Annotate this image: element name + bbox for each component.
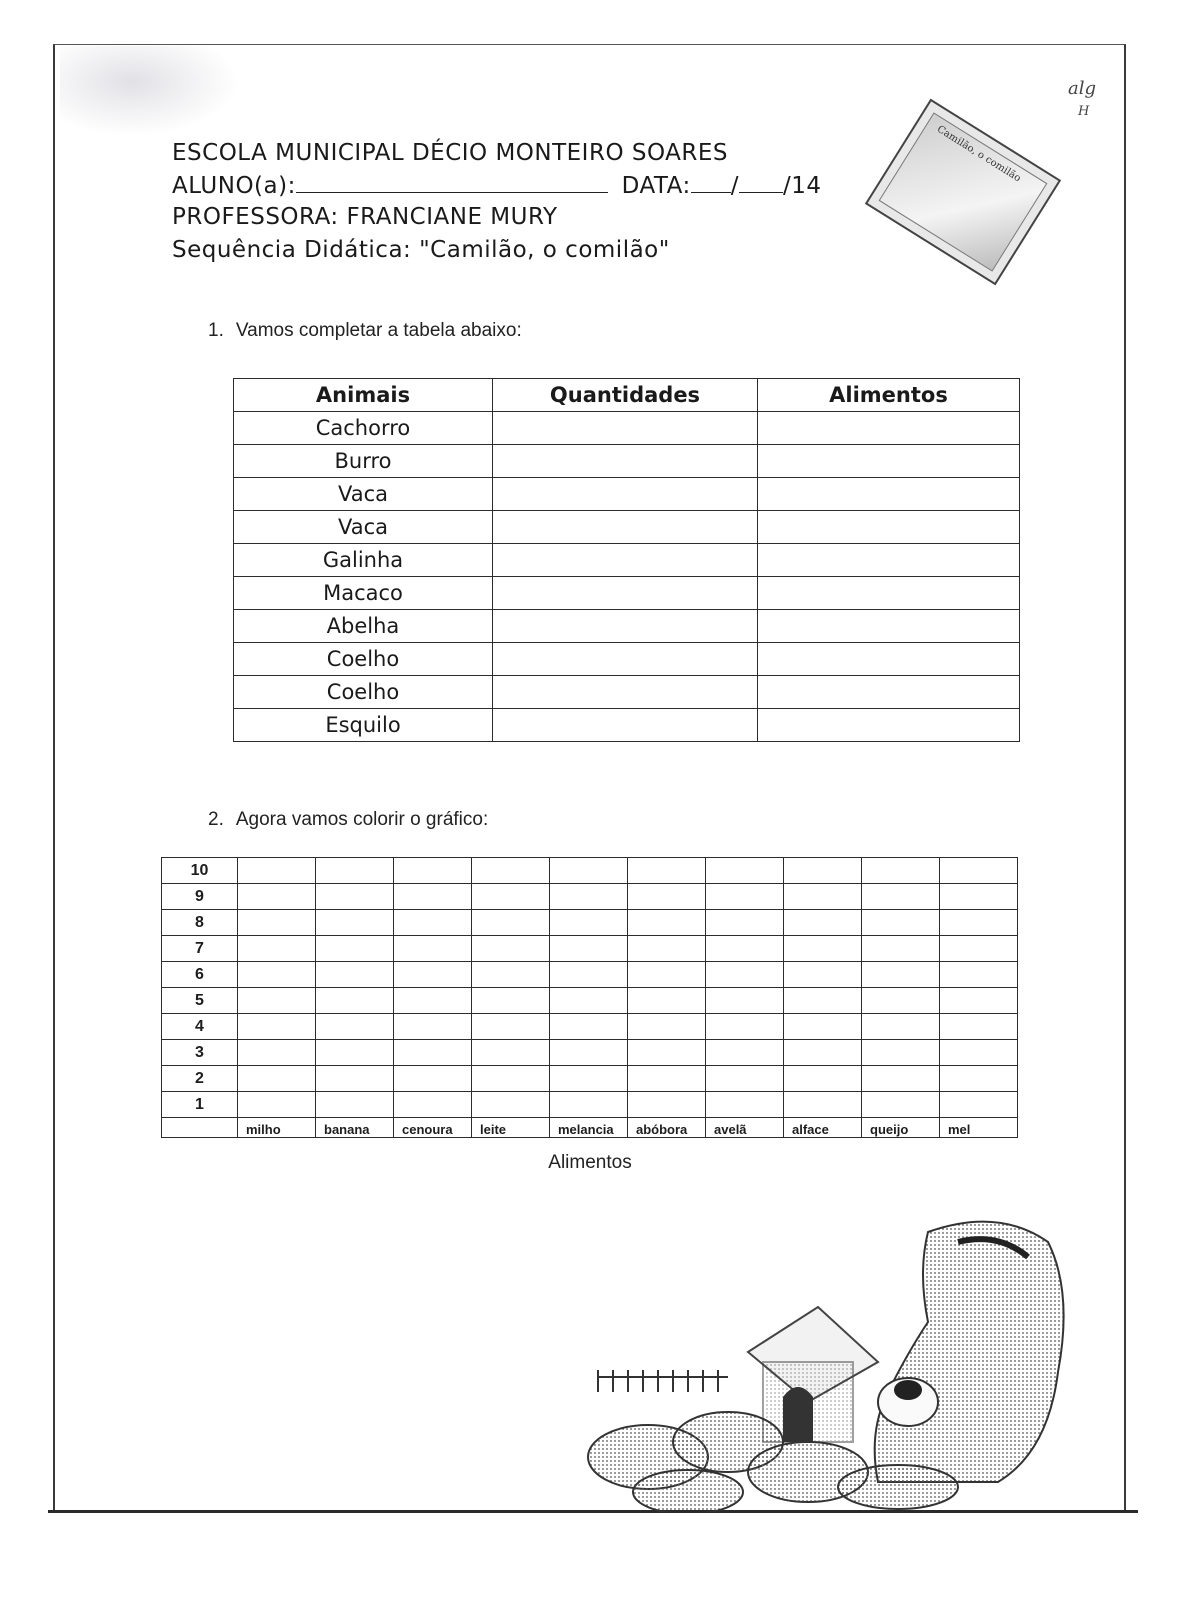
graph-color-cell[interactable] (706, 936, 784, 962)
graph-color-cell[interactable] (316, 1014, 394, 1040)
graph-row (162, 910, 1018, 936)
food-cell[interactable] (758, 709, 1020, 742)
graph-color-cell[interactable] (472, 988, 550, 1014)
graph-color-cell[interactable] (784, 884, 862, 910)
graph-color-cell[interactable] (550, 884, 628, 910)
graph-row (162, 1092, 1018, 1118)
graph-color-cell[interactable] (472, 962, 550, 988)
animal-name-cell: Cachorro (234, 412, 493, 445)
graph-color-cell[interactable] (628, 936, 706, 962)
graph-level-label: 10 (162, 858, 238, 884)
graph-color-cell[interactable] (472, 1066, 550, 1092)
graph-color-cell[interactable] (862, 962, 940, 988)
graph-food-label: leite (472, 1118, 550, 1138)
graph-corner-cell (162, 1118, 238, 1138)
date-month-blank[interactable] (739, 172, 783, 193)
graph-color-cell[interactable] (316, 962, 394, 988)
graph-level-label: 8 (162, 910, 238, 936)
graph-food-label: avelã (706, 1118, 784, 1138)
table-row (234, 445, 1020, 478)
graph-color-cell[interactable] (316, 884, 394, 910)
food-cell[interactable] (758, 610, 1020, 643)
graph-color-cell[interactable] (316, 1040, 394, 1066)
graph-color-cell[interactable] (550, 1014, 628, 1040)
graph-level-label: 1 (162, 1092, 238, 1118)
graph-color-cell[interactable] (784, 1092, 862, 1118)
table-row (234, 709, 1020, 742)
school-name: ESCOLA MUNICIPAL DÉCIO MONTEIRO SOARES (172, 140, 729, 166)
teacher-name: PROFESSORA: FRANCIANE MURY (172, 204, 558, 230)
animal-name-cell: Coelho (234, 676, 493, 709)
animal-name-cell: Burro (234, 445, 493, 478)
graph-color-cell[interactable] (862, 1040, 940, 1066)
didactic-sequence: Sequência Didática: "Camilão, o comilão" (172, 237, 670, 263)
graph-color-cell[interactable] (394, 936, 472, 962)
graph-color-cell[interactable] (472, 1014, 550, 1040)
graph-color-cell[interactable] (550, 1092, 628, 1118)
food-cell[interactable] (758, 577, 1020, 610)
graph-color-cell[interactable] (472, 1092, 550, 1118)
graph-color-cell[interactable] (784, 988, 862, 1014)
graph-row (162, 884, 1018, 910)
graph-row (162, 858, 1018, 884)
graph-color-cell[interactable] (940, 1040, 1018, 1066)
graph-color-cell[interactable] (940, 936, 1018, 962)
graph-color-cell[interactable] (862, 884, 940, 910)
graph-color-cell[interactable] (316, 988, 394, 1014)
graph-color-cell[interactable] (628, 1092, 706, 1118)
graph-row (162, 936, 1018, 962)
graph-food-label: cenoura (394, 1118, 472, 1138)
graph-color-cell[interactable] (862, 988, 940, 1014)
graph-color-cell[interactable] (238, 1014, 316, 1040)
graph-color-cell[interactable] (940, 1014, 1018, 1040)
graph-color-cell[interactable] (862, 1092, 940, 1118)
graph-color-cell[interactable] (394, 988, 472, 1014)
animals-table (233, 378, 1020, 742)
student-label: ALUNO(a): (172, 173, 296, 199)
graph-level-label: 2 (162, 1066, 238, 1092)
food-cell[interactable] (758, 412, 1020, 445)
quantity-cell[interactable] (493, 445, 758, 478)
header-alimentos: Alimentos (758, 379, 1020, 412)
table-row (234, 412, 1020, 445)
graph-color-cell[interactable] (784, 1040, 862, 1066)
graph-color-cell[interactable] (238, 910, 316, 936)
date-day-blank[interactable] (691, 172, 731, 193)
graph-color-cell[interactable] (706, 884, 784, 910)
graph-color-cell[interactable] (706, 910, 784, 936)
animal-name-cell: Macaco (234, 577, 493, 610)
graph-row (162, 988, 1018, 1014)
graph-color-cell[interactable] (784, 1014, 862, 1040)
question-1: 1. Vamos completar a tabela abaixo: (208, 320, 522, 341)
graph-color-cell[interactable] (550, 962, 628, 988)
graph-color-cell[interactable] (472, 858, 550, 884)
graph-color-cell[interactable] (472, 1040, 550, 1066)
graph-food-label: banana (316, 1118, 394, 1138)
graph-color-cell[interactable] (628, 910, 706, 936)
graph-color-cell[interactable] (628, 1066, 706, 1092)
graph-color-cell[interactable] (940, 1066, 1018, 1092)
graph-color-cell[interactable] (940, 910, 1018, 936)
date-year: /14 (783, 173, 822, 199)
handwritten-signature: alg H (1068, 78, 1097, 119)
quantity-cell[interactable] (493, 478, 758, 511)
graph-color-cell[interactable] (862, 936, 940, 962)
graph-color-cell[interactable] (316, 910, 394, 936)
food-cell[interactable] (758, 544, 1020, 577)
food-cell[interactable] (758, 511, 1020, 544)
graph-food-label: melancia (550, 1118, 628, 1138)
graph-color-cell[interactable] (862, 1066, 940, 1092)
graph-color-cell[interactable] (862, 1014, 940, 1040)
graph-color-cell[interactable] (628, 988, 706, 1014)
graph-color-cell[interactable] (472, 884, 550, 910)
graph-color-cell[interactable] (784, 858, 862, 884)
graph-color-cell[interactable] (394, 1014, 472, 1040)
graph-food-label: queijo (862, 1118, 940, 1138)
graph-color-cell[interactable] (550, 936, 628, 962)
graph-color-cell[interactable] (394, 884, 472, 910)
graph-color-cell[interactable] (940, 858, 1018, 884)
header-quantidades: Quantidades (493, 379, 758, 412)
quantity-cell[interactable] (493, 511, 758, 544)
quantity-cell[interactable] (493, 676, 758, 709)
graph-level-label: 7 (162, 936, 238, 962)
graph-color-cell[interactable] (706, 1040, 784, 1066)
graph-color-cell[interactable] (394, 910, 472, 936)
animal-name-cell: Esquilo (234, 709, 493, 742)
graph-color-cell[interactable] (316, 936, 394, 962)
graph-level-label: 9 (162, 884, 238, 910)
graph-color-cell[interactable] (238, 988, 316, 1014)
animal-name-cell: Vaca (234, 478, 493, 511)
student-name-blank[interactable] (296, 172, 608, 193)
graph-color-cell[interactable] (628, 858, 706, 884)
graph-row (162, 1066, 1018, 1092)
table-row (234, 643, 1020, 676)
graph-level-label: 5 (162, 988, 238, 1014)
graph-color-cell[interactable] (550, 910, 628, 936)
graph-color-cell[interactable] (238, 936, 316, 962)
graph-color-cell[interactable] (784, 936, 862, 962)
graph-food-label: milho (238, 1118, 316, 1138)
quantity-cell[interactable] (493, 577, 758, 610)
table-row (234, 676, 1020, 709)
graph-color-cell[interactable] (784, 910, 862, 936)
graph-color-cell[interactable] (940, 884, 1018, 910)
food-cell[interactable] (758, 478, 1020, 511)
graph-color-cell[interactable] (550, 1040, 628, 1066)
graph-level-label: 6 (162, 962, 238, 988)
graph-color-cell[interactable] (706, 1092, 784, 1118)
graph-color-cell[interactable] (238, 962, 316, 988)
graph-color-cell[interactable] (238, 1092, 316, 1118)
animal-name-cell: Galinha (234, 544, 493, 577)
graph-row (162, 1014, 1018, 1040)
table-row (234, 544, 1020, 577)
graph-color-cell[interactable] (394, 962, 472, 988)
graph-color-cell[interactable] (784, 1066, 862, 1092)
student-line: ALUNO(a): DATA: / /14 (172, 173, 822, 199)
graph-color-cell[interactable] (316, 1092, 394, 1118)
graph-color-cell[interactable] (706, 858, 784, 884)
table-row (234, 511, 1020, 544)
food-cell[interactable] (758, 676, 1020, 709)
table-row (234, 478, 1020, 511)
graph-color-cell[interactable] (394, 1040, 472, 1066)
book-cover-title: Camilão, o comilão (934, 123, 1023, 185)
graph-color-cell[interactable] (550, 858, 628, 884)
graph-color-cell[interactable] (238, 858, 316, 884)
graph-food-label: alface (784, 1118, 862, 1138)
animal-name-cell: Vaca (234, 511, 493, 544)
graph-color-cell[interactable] (550, 1066, 628, 1092)
quantity-cell[interactable] (493, 544, 758, 577)
quantity-cell[interactable] (493, 709, 758, 742)
graph-color-cell[interactable] (394, 1066, 472, 1092)
animal-name-cell: Abelha (234, 610, 493, 643)
graph-level-label: 3 (162, 1040, 238, 1066)
graph-food-labels-row (162, 1118, 1018, 1138)
graph-color-cell[interactable] (940, 962, 1018, 988)
graph-color-cell[interactable] (316, 1066, 394, 1092)
graph-food-label: abóbora (628, 1118, 706, 1138)
table-row (234, 577, 1020, 610)
date-label: DATA: (621, 173, 691, 199)
graph-color-cell[interactable] (472, 936, 550, 962)
graph-row (162, 1040, 1018, 1066)
graph-color-cell[interactable] (628, 884, 706, 910)
graph-color-cell[interactable] (862, 858, 940, 884)
header-animais: Animais (234, 379, 493, 412)
graph-color-cell[interactable] (628, 1040, 706, 1066)
graph-color-cell[interactable] (394, 858, 472, 884)
graph-food-label: mel (940, 1118, 1018, 1138)
food-cell[interactable] (758, 445, 1020, 478)
quantity-cell[interactable] (493, 412, 758, 445)
graph-color-cell[interactable] (628, 1014, 706, 1040)
graph-row (162, 962, 1018, 988)
graph-color-cell[interactable] (238, 1066, 316, 1092)
graph-color-cell[interactable] (628, 962, 706, 988)
animal-name-cell: Coelho (234, 643, 493, 676)
graph-color-cell[interactable] (706, 1014, 784, 1040)
quantity-cell[interactable] (493, 643, 758, 676)
graph-color-cell[interactable] (940, 988, 1018, 1014)
graph-color-cell[interactable] (550, 988, 628, 1014)
graph-color-cell[interactable] (940, 1092, 1018, 1118)
graph-color-cell[interactable] (706, 962, 784, 988)
graph-color-cell[interactable] (316, 858, 394, 884)
graph-color-cell[interactable] (706, 1066, 784, 1092)
graph-color-cell[interactable] (238, 884, 316, 910)
food-cell[interactable] (758, 643, 1020, 676)
quantity-cell[interactable] (493, 610, 758, 643)
graph-color-cell[interactable] (472, 910, 550, 936)
graph-color-cell[interactable] (238, 1040, 316, 1066)
graph-x-axis-label: Alimentos (548, 1152, 632, 1173)
graph-color-cell[interactable] (784, 962, 862, 988)
graph-color-cell[interactable] (706, 988, 784, 1014)
scan-smudge (60, 46, 240, 136)
table-row (234, 610, 1020, 643)
graph-level-label: 4 (162, 1014, 238, 1040)
coloring-graph (161, 857, 1018, 1138)
graph-color-cell[interactable] (862, 910, 940, 936)
graph-color-cell[interactable] (394, 1092, 472, 1118)
camilao-dog-illustration (578, 1212, 1098, 1512)
question-2: 2. Agora vamos colorir o gráfico: (208, 809, 489, 830)
